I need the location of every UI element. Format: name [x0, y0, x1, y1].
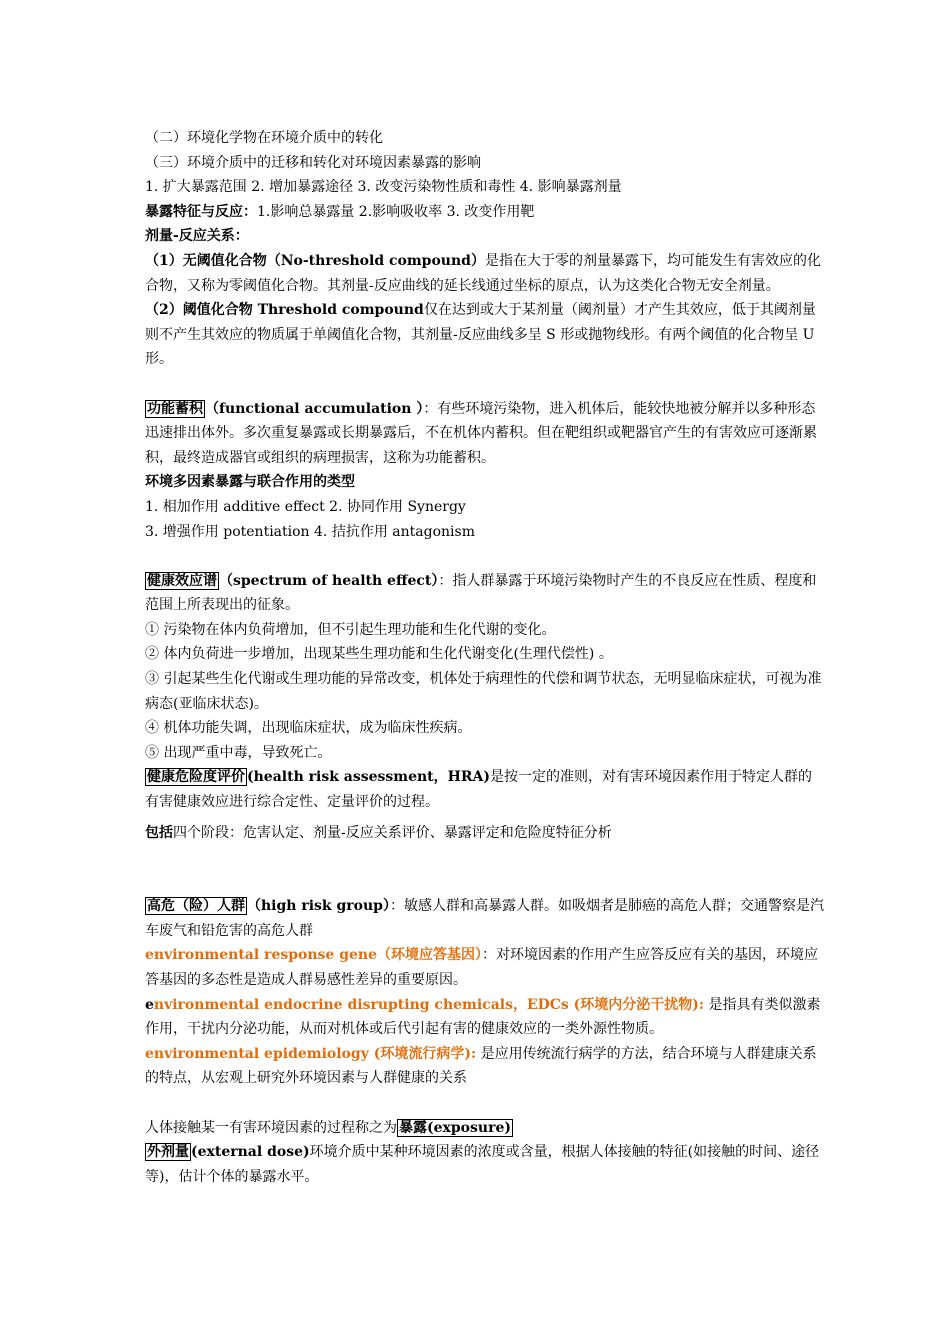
edc-term: nvironmental endocrine disrupting chemicals，EDCs (环境内分泌干扰物): [153, 996, 705, 1013]
threshold-paragraph [145, 298, 825, 372]
functional-accumulation-term-en: （functional accumulation ） [205, 400, 424, 417]
hra-term: 健康危险度评价 [147, 769, 245, 786]
no-threshold-paragraph [145, 249, 825, 298]
exposure-features-text: 1.影响总暴露量 2.影响吸收率 3. 改变作用靶 [257, 203, 535, 220]
external-dose-term: 外剂量 [147, 1144, 189, 1161]
exposure-features [145, 200, 825, 225]
spectrum-paragraph [145, 569, 825, 618]
hra-text: 是按一定的准则，对有害环境因素作用于特定人群的有害健康效应进行综合定性、定量评价的过程。 [145, 769, 812, 811]
no-threshold-label: （1）无阈值化合物（No-threshold compound） [145, 252, 485, 269]
no-threshold-text: 是指在大于零的剂量暴露下，均可能发生有害效应的化合物，又称为零阈值化合物。其剂量-反应曲线的延长线通过坐标的原点，认为这类化合物无安全剂量。 [145, 252, 821, 294]
edc-text: 是指具有类似激素作用，干扰内分泌功能，从而对机体或后代引起有害的健康效应的一类外源性物质。 [145, 996, 821, 1038]
spectrum-text: ：指人群暴露于环境污染物时产生的不良反应在性质、程度和范围上所表现出的征象。 [145, 572, 817, 614]
external-dose-paragraph [145, 1140, 825, 1189]
hra-stages-text: 四个阶段：危害认定、剂量-反应关系评价、暴露评定和危险度特征分析 [173, 824, 612, 841]
exposure-term: 暴露(exposure) [399, 1119, 511, 1136]
epidemiology-text: 是应用传统流行病学的方法，结合环境与人群建康关系的特点，从宏观上研究外环境因素与人群健康的关系 [145, 1045, 817, 1087]
section-heading-2: （二）环境化学物在环境介质中的转化 [145, 130, 383, 146]
edc-paragraph [145, 993, 825, 1042]
spectrum-item: ② 体内负荷进一步增加，出现某些生理功能和生化代谢变化(生理代偿性) 。 [145, 646, 613, 663]
section-heading-3: （三）环境介质中的迁移和转化对环境因素暴露的影响 [145, 154, 481, 171]
exposure-text: 人体接触某一有害环境因素的过程称之为 [145, 1119, 397, 1136]
spacer [145, 845, 825, 894]
exposure-paragraph [145, 1116, 825, 1141]
combined-effects-line-2: 3. 增强作用 potentiation 4. 拮抗作用 antagonism [145, 523, 475, 540]
threshold-label: （2）阈值化合物 Threshold compound [145, 302, 424, 319]
high-risk-text: ：敏感人群和高暴露人群。如吸烟者是肺癌的高危人群；交通警察是汽车废气和铅危害的高危人群 [145, 898, 824, 939]
spacer [145, 372, 825, 397]
edc-first-letter: e [145, 996, 154, 1013]
spectrum-term-en: （spectrum of health effect） [219, 572, 439, 589]
spectrum-item: ⑤ 出现严重中毒，导致死亡。 [145, 744, 332, 761]
combined-effects-line-1: 1. 相加作用 additive effect 2. 协同作用 Synergy [145, 498, 466, 515]
dose-response-heading: 剂量-反应关系： [145, 228, 249, 245]
spectrum-item: ③ 引起某些生化代谢或生理功能的异常改变，机体处于病理性的代偿和调节状态，无明显临床症状，可视为准病态(亚临床状态)。 [145, 671, 822, 712]
spectrum-item: ① 污染物在体内负荷增加，但不引起生理功能和生化代谢的变化。 [145, 621, 556, 638]
functional-accumulation-text: ：有些环境污染物，进入机体后，能较快地被分解并以多种形态迅速排出体外。多次重复暴露或长期暴露后，不在机体内蓄积。但在靶组织或靶器官产生的有害效应可逐渐累积，最终造成器官或组织的病理损害，这称为功能蓄积。 [145, 400, 817, 466]
functional-accumulation-term: 功能蓄积 [147, 400, 203, 417]
combined-effects-heading: 环境多因素暴露与联合作用的类型 [145, 474, 355, 491]
epidemiology-paragraph [145, 1042, 825, 1091]
exposure-features-label: 暴露特征与反应： [145, 203, 257, 220]
spectrum-term: 健康效应谱 [147, 572, 217, 589]
external-dose-term-en: (external dose) [191, 1144, 310, 1161]
hra-stages-label: 包括 [145, 824, 173, 841]
response-gene-paragraph [145, 943, 825, 992]
high-risk-term-en: （high risk group） [247, 898, 390, 915]
high-risk-paragraph [145, 894, 825, 943]
hra-term-en: (health risk assessment，HRA) [247, 769, 490, 786]
high-risk-term: 高危（险）人群 [147, 898, 245, 915]
functional-accumulation-paragraph [145, 397, 825, 471]
external-dose-text: 环境介质中某种环境因素的浓度或含量，根据人体接触的特征(如接触的时间、途径等)，估计个体的暴露水平。 [145, 1144, 820, 1185]
spacer [145, 544, 825, 569]
response-gene-term: environmental response gene（环境应答基因） [145, 947, 482, 964]
document-page [145, 126, 825, 1189]
epidemiology-term: environmental epidemiology (环境流行病学): [145, 1045, 477, 1062]
spectrum-item: ④ 机体功能失调，出现临床症状，成为临床性疾病。 [145, 720, 472, 737]
influence-list: 1. 扩大暴露范围 2. 增加暴露途径 3. 改变污染物性质和毒性 4. 影响暴露剂量 [145, 179, 622, 196]
response-gene-text: ：对环境因素的作用产生应答反应有关的基因，环境应答基因的多态性是造成人群易感性差异的重要原因。 [145, 947, 818, 988]
threshold-text: 仅在达到或大于某剂量（阈剂量）才产生其效应，低于其阈剂量则不产生其效应的物质属于单阈值化合物，其剂量-反应曲线多呈 S 形或抛物线形。有两个阈值的化合物呈 U 形。 [145, 302, 816, 368]
hra-paragraph [145, 765, 825, 814]
hra-stages [145, 821, 825, 846]
spacer [145, 1091, 825, 1116]
